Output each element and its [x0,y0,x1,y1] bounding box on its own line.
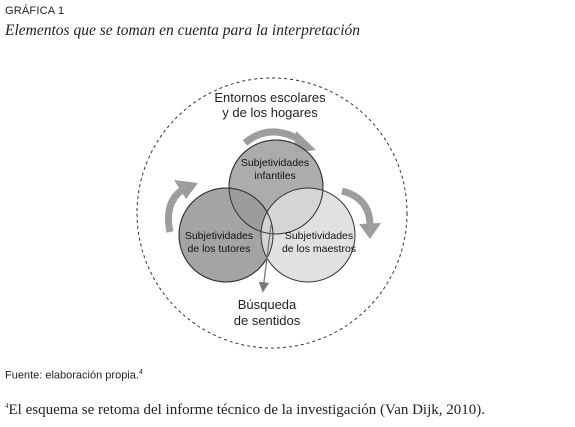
figure-source [5,369,143,382]
footnote [5,402,485,419]
footnote-ref: 4 [5,402,9,410]
label-maestros-line2: de los maestros [281,243,357,255]
label-maestros-line1: Subjetividades [284,230,354,242]
footnote-text: El esquema se retoma del informe técnico de la investigación (Van Dijk, 2010). [8,402,486,418]
figure-title: Elementos que se toman en cuenta para la interpretación [5,22,360,39]
figure-label: GRÁFICA 1 [5,5,65,17]
label-infantiles-line1: Subjetividades [240,157,310,169]
source-text: Fuente: elaboración propia. [5,369,139,382]
output-label-line2: de sentidos [233,313,301,328]
label-tutores-line2: de los tutores [187,243,251,255]
label-tutores-line1: Subjetividades [184,230,254,242]
source-note-ref: 4 [138,369,143,376]
output-label-line1: Búsqueda [237,297,297,312]
label-infantiles-line2: infantiles [254,170,296,182]
outer-context-label-line2: y de los hogares [222,105,318,120]
outer-context-label-line1: Entornos escolares [214,90,326,105]
